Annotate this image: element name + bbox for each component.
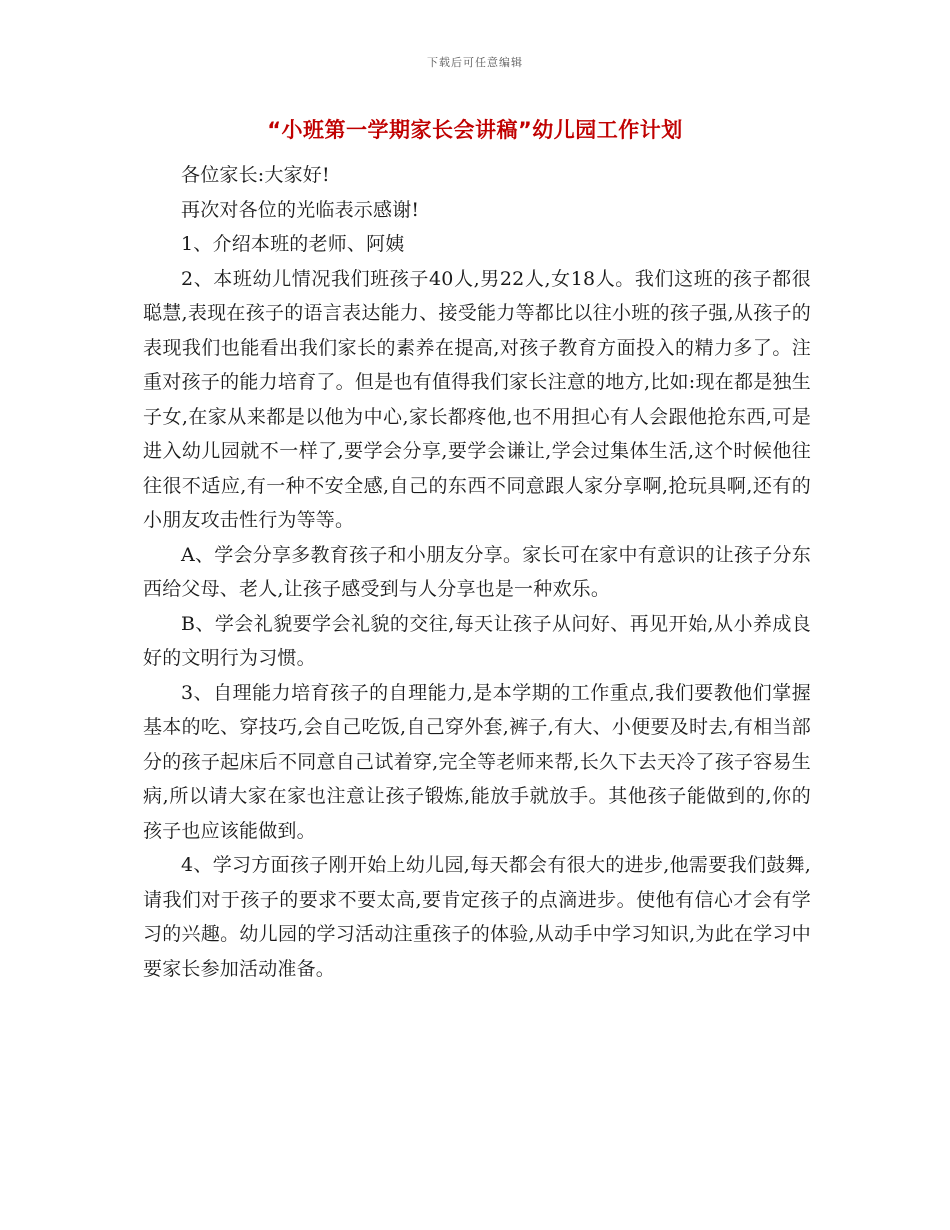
- document-body: [143, 158, 811, 986]
- paragraph-item-b: B、学会礼貌要学会礼貌的交往,每天让孩子从问好、再见开始,从小养成良好的文明行为习惯。: [143, 612, 811, 669]
- paragraph-greeting: 各位家长:大家好!: [181, 164, 330, 186]
- paragraph-thanks: 再次对各位的光临表示感谢!: [181, 198, 420, 221]
- paragraph-item-a: A、学会分享多教育孩子和小朋友分享。家长可在家中有意识的让孩子分东西给父母、老人,让孩子感受到与人分享也是一种欢乐。: [143, 543, 811, 600]
- paragraph-item-2: 2、本班幼儿情况我们班孩子40人,男22人,女18人。我们这班的孩子都很聪慧,表现在孩子的语言表达能力、接受能力等都比以往小班的孩子强,从孩子的表现我们也能看出我们家长的素养在提高,对孩子教育方面投入的精力多了。注重对孩子的能力培育了。但是也有值得我们家长注意的地方,比如:现在都是独生子女,在家从来都是以他为中心,家长都疼他,也不用担心有人会跟他抢东西,可是进入幼儿园就不一样了,要学会分享,要学会谦让,学会过集体生活,这个时候他往往很不适应,有一种不安全感,自己的东西不同意跟人家分享啊,抢玩具啊,还有的小朋友攻击性行为等等。: [143, 267, 811, 531]
- paragraph-item-4: 4、学习方面孩子刚开始上幼儿园,每天都会有很大的进步,他需要我们鼓舞,请我们对于孩子的要求不要太高,要肯定孩子的点滴进步。使他有信心才会有学习的兴趣。幼儿园的学习活动注重孩子的体验,从动手中学习知识,为此在学习中要家长参加活动准备。: [143, 854, 811, 980]
- page-header-note: 下载后可任意编辑: [427, 56, 523, 69]
- paragraph-item-3: 3、自理能力培育孩子的自理能力,是本学期的工作重点,我们要教他们掌握基本的吃、穿技巧,会自己吃饭,自己穿外套,裤子,有大、小便要及时去,有相当部分的孩子起床后不同意自己试着穿,完全等老师来帮,长久下去天冷了孩子容易生病,所以请大家在家也注意让孩子锻炼,能放手就放手。其他孩子能做到的,你的孩子也应该能做到。: [143, 681, 811, 842]
- paragraph-item-1: 1、介绍本班的老师、阿姨: [181, 233, 405, 255]
- document-title: “小班第一学期家长会讲稿”幼儿园工作计划: [267, 118, 683, 142]
